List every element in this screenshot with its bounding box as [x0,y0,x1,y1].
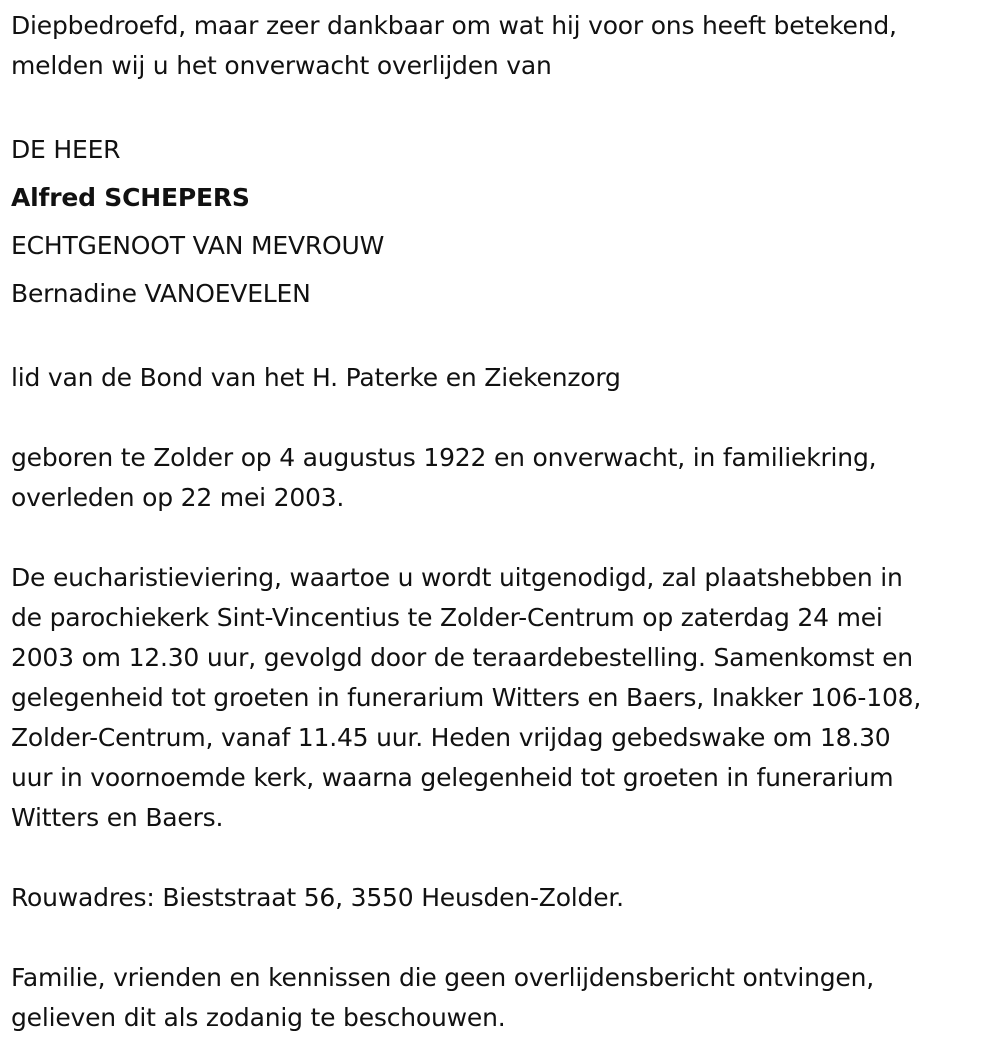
closing-paragraph [11,958,991,1038]
ceremony-line: gelegenheid tot groeten in funerarium Witters en Baers, Inakker 106-108, [11,683,922,712]
ceremony-line: de parochiekerk Sint-Vincentius te Zolder-Centrum op zaterdag 24 mei [11,603,883,632]
deceased-block [11,126,991,318]
membership-paragraph [11,358,991,398]
spacer [11,518,991,558]
address-paragraph [11,878,991,918]
closing-line-1: Familie, vrienden en kennissen die geen overlijdensbericht ontvingen, [11,963,875,992]
deceased-name: Alfred SCHEPERS [11,183,250,212]
intro-line-2: melden wij u het onverwacht overlijden van [11,51,552,80]
ceremony-line: Witters en Baers. [11,803,224,832]
mourning-address: Rouwadres: Bieststraat 56, 3550 Heusden-Zolder. [11,883,624,912]
closing-line-2: gelieven dit als zodanig te beschouwen. [11,1003,506,1032]
spacer [11,86,991,126]
intro-paragraph [11,6,991,86]
birth-death-paragraph [11,438,991,518]
intro-line-1: Diepbedroefd, maar zeer dankbaar om wat hij voor ons heeft betekend, [11,11,897,40]
birth-death-line-1: geboren te Zolder op 4 augustus 1922 en onverwacht, in familiekring, [11,443,877,472]
relation-label: ECHTGENOOT VAN MEVROUW [11,231,385,260]
honorific: DE HEER [11,135,121,164]
spacer [11,318,991,358]
spacer [11,918,991,958]
membership-line: lid van de Bond van het H. Paterke en Ziekenzorg [11,363,621,392]
obituary-notice [11,6,991,1038]
ceremony-line: 2003 om 12.30 uur, gevolgd door de teraardebestelling. Samenkomst en [11,643,913,672]
spouse-name: Bernadine VANOEVELEN [11,279,311,308]
ceremony-line: Zolder-Centrum, vanaf 11.45 uur. Heden vrijdag gebedswake om 18.30 [11,723,891,752]
birth-death-line-2: overleden op 22 mei 2003. [11,483,345,512]
spacer [11,838,991,878]
ceremony-line: De eucharistieviering, waartoe u wordt uitgenodigd, zal plaatshebben in [11,563,903,592]
ceremony-line: uur in voornoemde kerk, waarna gelegenheid tot groeten in funerarium [11,763,894,792]
ceremony-paragraph [11,558,991,838]
spacer [11,398,991,438]
